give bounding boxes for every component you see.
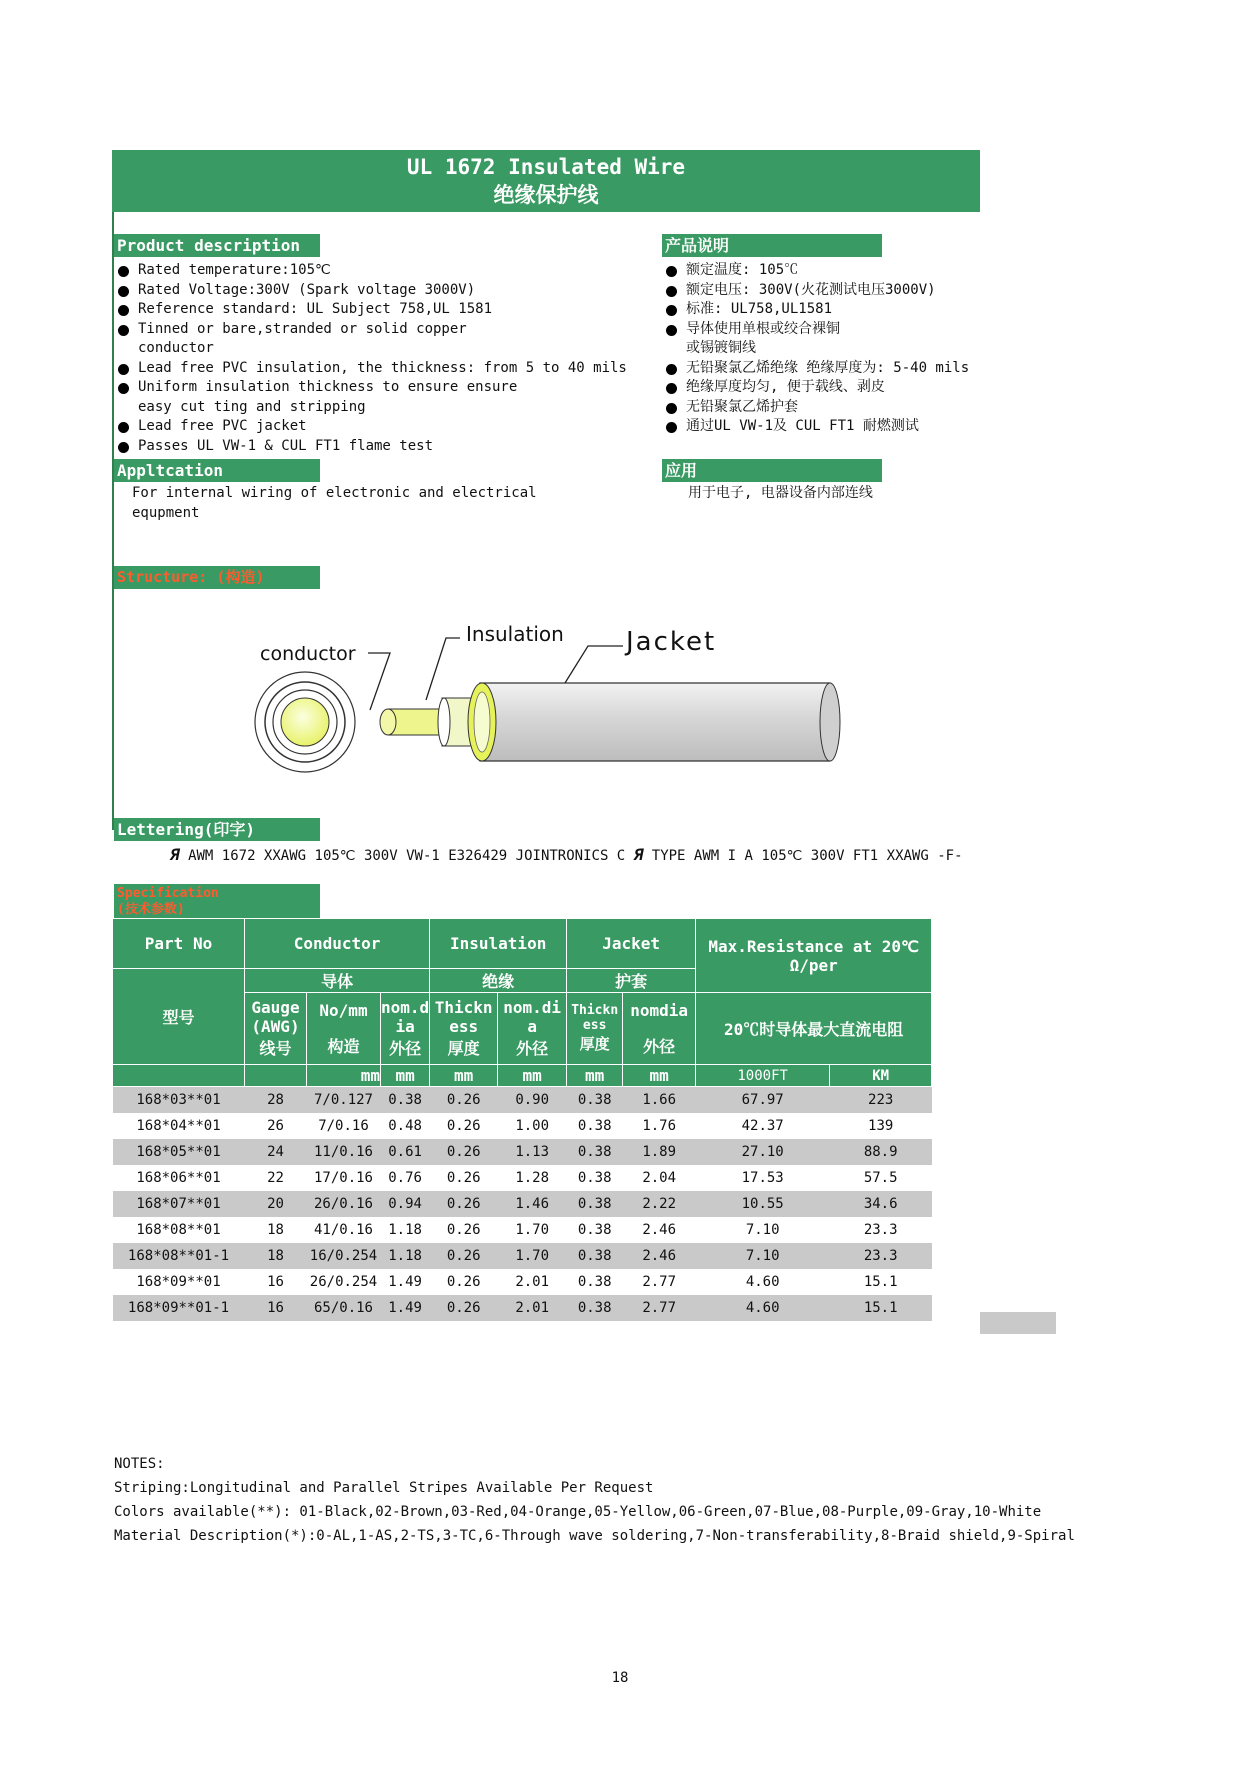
table-cell: 1.89 (623, 1139, 696, 1165)
th-max-res (696, 919, 932, 993)
bullet-icon (118, 442, 129, 453)
table-cell: 0.38 (567, 1191, 623, 1217)
table-cell: 34.6 (830, 1191, 932, 1217)
th-part-no: Part No (113, 919, 245, 969)
th-ins-thick (430, 993, 498, 1065)
desc-en-item-text: Passes UL VW-1 & CUL FT1 flame test (138, 437, 434, 454)
table-cell: 18 (267, 1222, 284, 1238)
table-row (113, 1139, 932, 1165)
title-cn: 绝缘保护线 (493, 183, 599, 207)
table-cell: 41/0.16 (313, 1222, 373, 1238)
desc-cn-item-text: 通过UL VW-1及 CUL FT1 耐燃测试 (686, 418, 919, 434)
th-ins-dia-a: nom.di (503, 998, 562, 1017)
table-cell: 0.26 (446, 1118, 481, 1134)
th-jacket: Jacket (567, 919, 696, 969)
table-cell: 7.10 (696, 1243, 830, 1269)
table-cell: 15.1 (863, 1274, 898, 1290)
table-cell: 23.3 (830, 1243, 932, 1269)
th-ins-dia (498, 993, 567, 1065)
desc-en-item (114, 378, 654, 398)
desc-en-item-text: Lead free PVC insulation, the thickness: from 5 to 40 mils (138, 359, 627, 376)
th-gauge-awg: (AWG) (251, 1017, 300, 1036)
table-cell: 0.26 (446, 1170, 481, 1186)
table-cell: 0.38 (567, 1139, 623, 1165)
table-cell: 1.18 (388, 1222, 422, 1238)
th-ins-thick-a: Thickn (434, 998, 493, 1017)
th-empty (245, 1065, 307, 1087)
desc-cn-item (662, 339, 1002, 359)
th-unit-km: KM (830, 1065, 932, 1087)
th-ins-thick-cn: 厚度 (447, 1039, 480, 1058)
table-cell: 1.46 (498, 1191, 567, 1217)
table-cell: 0.94 (381, 1191, 430, 1217)
th-nomdia-a: nom.d (381, 998, 430, 1017)
table-cell: 7.10 (745, 1222, 780, 1238)
table-cell: 0.38 (577, 1118, 612, 1134)
notes-colors: Colors available(**): 01-Black,02-Brown,03-Red,04-Orange,05-Yellow,06-Green,07-Blue,08-Purple,09-Gray,10-White (114, 1504, 1042, 1520)
table-cell: 0.26 (430, 1295, 498, 1321)
desc-en-item-text: Rated temperature:105℃ (138, 262, 331, 278)
table-cell: 15.1 (830, 1295, 932, 1321)
jacket-label: Jacket (626, 627, 717, 657)
specification-en: Specification (117, 886, 219, 901)
specification-label (114, 884, 320, 920)
conductor-label: conductor (260, 643, 356, 665)
desc-cn-item (662, 261, 1002, 281)
table-row (113, 1243, 932, 1269)
th-gauge-en: Gauge (251, 998, 300, 1017)
table-cell: 28 (245, 1087, 307, 1114)
table-cell: 1.66 (623, 1087, 696, 1114)
lettering-line: AWM 1672 XXAWG 105℃ 300V VW-1 E326429 JOINTRONICS C (188, 848, 626, 864)
th-insulation-cn: 绝缘 (430, 969, 567, 993)
cross-section-icon (255, 672, 355, 772)
desc-en-item-text: conductor (138, 340, 214, 356)
th-nomdia (381, 993, 430, 1065)
th-no-cn: 构造 (327, 1036, 360, 1056)
bullet-icon (118, 286, 129, 297)
ul-mark-icon: Я (170, 845, 180, 864)
desc-cn-item-text: 导体使用单根或绞合裸铜 (686, 320, 840, 337)
desc-en-item (114, 281, 654, 301)
table-cell: 4.60 (745, 1274, 780, 1290)
desc-cn-item-text: 无铅聚氯乙烯绝缘 绝缘厚度为: 5-40 mils (686, 359, 970, 376)
bullet-icon (666, 422, 677, 433)
table-cell: 1.76 (642, 1118, 677, 1134)
th-unit-1000ft: 1000FT (696, 1065, 830, 1087)
desc-en-item (114, 320, 654, 340)
desc-en-item (114, 437, 654, 457)
table-cell: 26/0.16 (307, 1191, 381, 1217)
notes-section (114, 1452, 1075, 1548)
table-cell: 0.38 (381, 1087, 430, 1114)
desc-cn-item (662, 320, 1002, 340)
bullet-icon (118, 305, 129, 316)
desc-en-item (114, 417, 654, 437)
desc-en-item-text: Reference standard: UL Subject 758,UL 1581 (138, 301, 493, 317)
notes-striping: Striping:Longitudinal and Parallel Stripes Available Per Request (114, 1480, 654, 1496)
table-cell: 2.04 (642, 1170, 677, 1186)
table-cell: 0.38 (577, 1170, 612, 1186)
table-cell: 0.26 (430, 1087, 498, 1114)
desc-cn-item-text: 额定温度: 105℃ (686, 262, 799, 278)
table-cell: 0.26 (430, 1139, 498, 1165)
table-cell: 0.26 (446, 1222, 481, 1238)
table-cell: 27.10 (696, 1139, 830, 1165)
table-cell: 1.13 (498, 1139, 567, 1165)
product-description-list (114, 261, 654, 456)
insulation-label: Insulation (466, 622, 564, 646)
bullet-icon (666, 403, 677, 414)
notes-material: Material Description(*):0-AL,1-AS,2-TS,3-TC,6-Through wave soldering,7-Non-transferability,8-Braid shield,9-Spiral (114, 1528, 1075, 1544)
bullet-icon (118, 266, 129, 277)
desc-cn-item-text: 绝缘厚度均匀, 便于载线、剥皮 (686, 379, 885, 395)
th-part-no-cn: 型号 (113, 969, 245, 1065)
table-cell: 24 (245, 1139, 307, 1165)
table-cell: 0.38 (567, 1243, 623, 1269)
product-description-label: Product description (114, 234, 320, 257)
desc-en-item (114, 261, 654, 281)
th-jk-thick-a: Thickn (571, 1003, 619, 1018)
table-cell: 7/0.16 (318, 1118, 369, 1134)
bullet-icon (666, 325, 677, 336)
bullet-icon (118, 325, 129, 336)
table-cell: 0.90 (498, 1087, 567, 1114)
desc-en-item-text: Tinned or bare,stranded or solid copper (138, 320, 467, 337)
application-line-1: For internal wiring of electronic and electrical (132, 485, 537, 501)
th-gauge-cn: 线号 (259, 1039, 292, 1058)
th-jk-thick (567, 993, 623, 1065)
table-cell: 2.46 (623, 1243, 696, 1269)
desc-en-item-text: easy cut ting and stripping (138, 398, 366, 415)
table-cell: 2.77 (623, 1295, 696, 1321)
table-cell: 168*03**01 (113, 1087, 245, 1114)
specification-cn: (技术参数) (117, 902, 185, 917)
table-cell: 0.26 (446, 1274, 481, 1290)
product-description-cn-label: 产品说明 (662, 234, 882, 257)
th-jk-dia-en: nomdia (630, 1000, 689, 1020)
jacket-body (480, 683, 836, 761)
th-gauge (245, 993, 307, 1065)
table-cell: 168*06**01 (136, 1170, 221, 1186)
product-description-cn-list (662, 261, 1002, 437)
table-cell: 2.77 (642, 1274, 677, 1290)
th-unit-mm: mm (567, 1065, 623, 1087)
wire-structure-diagram (230, 610, 870, 810)
th-unit-mm: mm (498, 1065, 567, 1087)
th-unit-mm: mm (381, 1065, 430, 1087)
th-empty (113, 1065, 245, 1087)
lettering-line-2: TYPE AWM I A 105℃ 300V FT1 XXAWG -F- (651, 848, 963, 864)
table-cell: 1.70 (498, 1243, 567, 1269)
table-cell: 17.53 (741, 1170, 784, 1186)
th-nomdia-b: ia (395, 1017, 415, 1036)
desc-en-item (114, 339, 654, 359)
table-cell: 42.37 (741, 1118, 784, 1134)
table-cell: 0.48 (388, 1118, 422, 1134)
bullet-icon (118, 422, 129, 433)
desc-cn-item-text: 额定电压: 300V(火花测试电压3000V) (686, 281, 936, 298)
th-no-en: No/mm (319, 1000, 368, 1020)
table-cell: 168*09**01-1 (113, 1295, 245, 1321)
desc-cn-item-text: 或锡镀铜线 (686, 340, 756, 356)
table-row (113, 1087, 932, 1114)
bullet-icon (666, 305, 677, 316)
lettering-text (170, 845, 963, 864)
bullet-icon (118, 383, 129, 394)
table-cell: 0.38 (567, 1087, 623, 1114)
table-cell: 168*08**01-1 (113, 1243, 245, 1269)
table-cell: 0.61 (381, 1139, 430, 1165)
bullet-icon (666, 383, 677, 394)
table-cell: 0.26 (430, 1243, 498, 1269)
application-label: Appltcation (114, 459, 320, 482)
table-cell: 168*05**01 (113, 1139, 245, 1165)
th-unit-mm: mm (307, 1065, 381, 1087)
th-unit-mm: mm (430, 1065, 498, 1087)
th-nomdia-cn: 外径 (389, 1039, 422, 1058)
table-cell: 1.18 (381, 1243, 430, 1269)
table-row (113, 1165, 932, 1191)
table-cell: 26/0.254 (309, 1274, 378, 1290)
table-cell: 2.01 (515, 1274, 550, 1290)
desc-cn-item (662, 378, 1002, 398)
bullet-icon (666, 364, 677, 375)
spec-table-body (113, 1087, 932, 1322)
table-cell: 22 (267, 1170, 284, 1186)
th-max-res-title: Max.Resistance at 20℃ (708, 936, 919, 956)
bullet-icon (118, 364, 129, 375)
table-cell: 168*04**01 (136, 1118, 221, 1134)
application-cn-text: 用于电子, 电器设备内部连线 (688, 485, 873, 501)
table-cell: 1.49 (381, 1295, 430, 1321)
th-max-res-cn: 20℃时导体最大直流电阻 (696, 993, 932, 1065)
table-cell: 1.49 (388, 1274, 422, 1290)
table-cell: 0.38 (567, 1295, 623, 1321)
bullet-icon (666, 266, 677, 277)
table-cell: 26 (267, 1118, 284, 1134)
th-insulation: Insulation (430, 919, 567, 969)
table-cell: 4.60 (696, 1295, 830, 1321)
table-row (113, 1295, 932, 1321)
last-row-extension (980, 1312, 1056, 1334)
table-cell: 2.46 (642, 1222, 677, 1238)
table-row (113, 1113, 932, 1139)
table-cell: 65/0.16 (307, 1295, 381, 1321)
th-jk-dia-cn: 外径 (643, 1036, 676, 1056)
lettering-label: Lettering(印字) (114, 818, 320, 841)
table-cell: 223 (830, 1087, 932, 1114)
table-cell: 16 (245, 1295, 307, 1321)
table-cell: 0.76 (388, 1170, 422, 1186)
bullet-icon (666, 286, 677, 297)
table-cell: 0.26 (430, 1191, 498, 1217)
desc-en-item-text: Lead free PVC jacket (138, 418, 307, 434)
desc-en-item (114, 300, 654, 320)
table-cell: 16/0.254 (307, 1243, 381, 1269)
desc-cn-item-text: 无铅聚氯乙烯护套 (686, 398, 798, 415)
table-row (113, 1191, 932, 1217)
table-cell: 7/0.127 (307, 1087, 381, 1114)
desc-en-item-text: Rated Voltage:300V (Spark voltage 3000V) (138, 281, 476, 298)
title-bar (112, 150, 980, 212)
table-cell: 17/0.16 (313, 1170, 373, 1186)
th-jacket-cn: 护套 (567, 969, 696, 993)
desc-cn-item (662, 359, 1002, 379)
desc-en-item (114, 359, 654, 379)
table-cell: 168*07**01 (113, 1191, 245, 1217)
table-cell: 1.00 (515, 1118, 550, 1134)
desc-cn-item (662, 417, 1002, 437)
th-ins-dia-b: a (527, 1017, 537, 1036)
desc-cn-item (662, 300, 1002, 320)
table-cell: 0.38 (577, 1222, 612, 1238)
table-cell: 67.97 (696, 1087, 830, 1114)
table-cell: 1.70 (515, 1222, 550, 1238)
page-number: 18 (611, 1670, 629, 1686)
application-cn-label: 应用 (662, 459, 882, 482)
table-row (113, 1217, 932, 1243)
table-cell: 16 (267, 1274, 284, 1290)
desc-cn-item (662, 281, 1002, 301)
table-cell: 18 (245, 1243, 307, 1269)
th-conductor: Conductor (245, 919, 430, 969)
table-cell: 168*09**01 (136, 1274, 221, 1290)
table-cell: 0.38 (577, 1274, 612, 1290)
th-max-res-unit: Ω/per (789, 955, 838, 975)
ul-mark-icon: Я (633, 845, 644, 864)
th-no (307, 993, 381, 1065)
th-jk-dia (623, 993, 696, 1065)
table-cell: 57.5 (863, 1170, 898, 1186)
th-jk-thick-cn: 厚度 (579, 1035, 610, 1053)
table-cell: 2.22 (623, 1191, 696, 1217)
application-text (132, 484, 632, 523)
structure-label: Structure: (构造) (114, 566, 320, 589)
th-ins-dia-cn: 外径 (516, 1039, 549, 1058)
table-cell: 10.55 (696, 1191, 830, 1217)
table-cell: 11/0.16 (307, 1139, 381, 1165)
table-cell: 88.9 (830, 1139, 932, 1165)
table-cell: 23.3 (863, 1222, 898, 1238)
title-en: UL 1672 Insulated Wire (406, 155, 686, 179)
spec-table (112, 918, 932, 1321)
desc-en-item-text: Uniform insulation thickness to ensure ensure (138, 379, 518, 395)
desc-cn-item (662, 398, 1002, 418)
application-line-2: equpment (132, 504, 200, 521)
table-cell: 20 (245, 1191, 307, 1217)
th-jk-thick-b: ess (582, 1018, 607, 1033)
desc-cn-item-text: 标准: UL758,UL1581 (686, 301, 833, 317)
table-cell: 2.01 (498, 1295, 567, 1321)
table-cell: 1.28 (515, 1170, 550, 1186)
desc-en-item (114, 398, 654, 418)
th-ins-thick-b: ess (449, 1017, 479, 1036)
table-row (113, 1269, 932, 1295)
table-cell: 139 (868, 1118, 894, 1134)
notes-heading: NOTES: (114, 1456, 165, 1472)
th-conductor-cn: 导体 (245, 969, 430, 993)
table-cell: 168*08**01 (136, 1222, 221, 1238)
th-unit-mm: mm (623, 1065, 696, 1087)
